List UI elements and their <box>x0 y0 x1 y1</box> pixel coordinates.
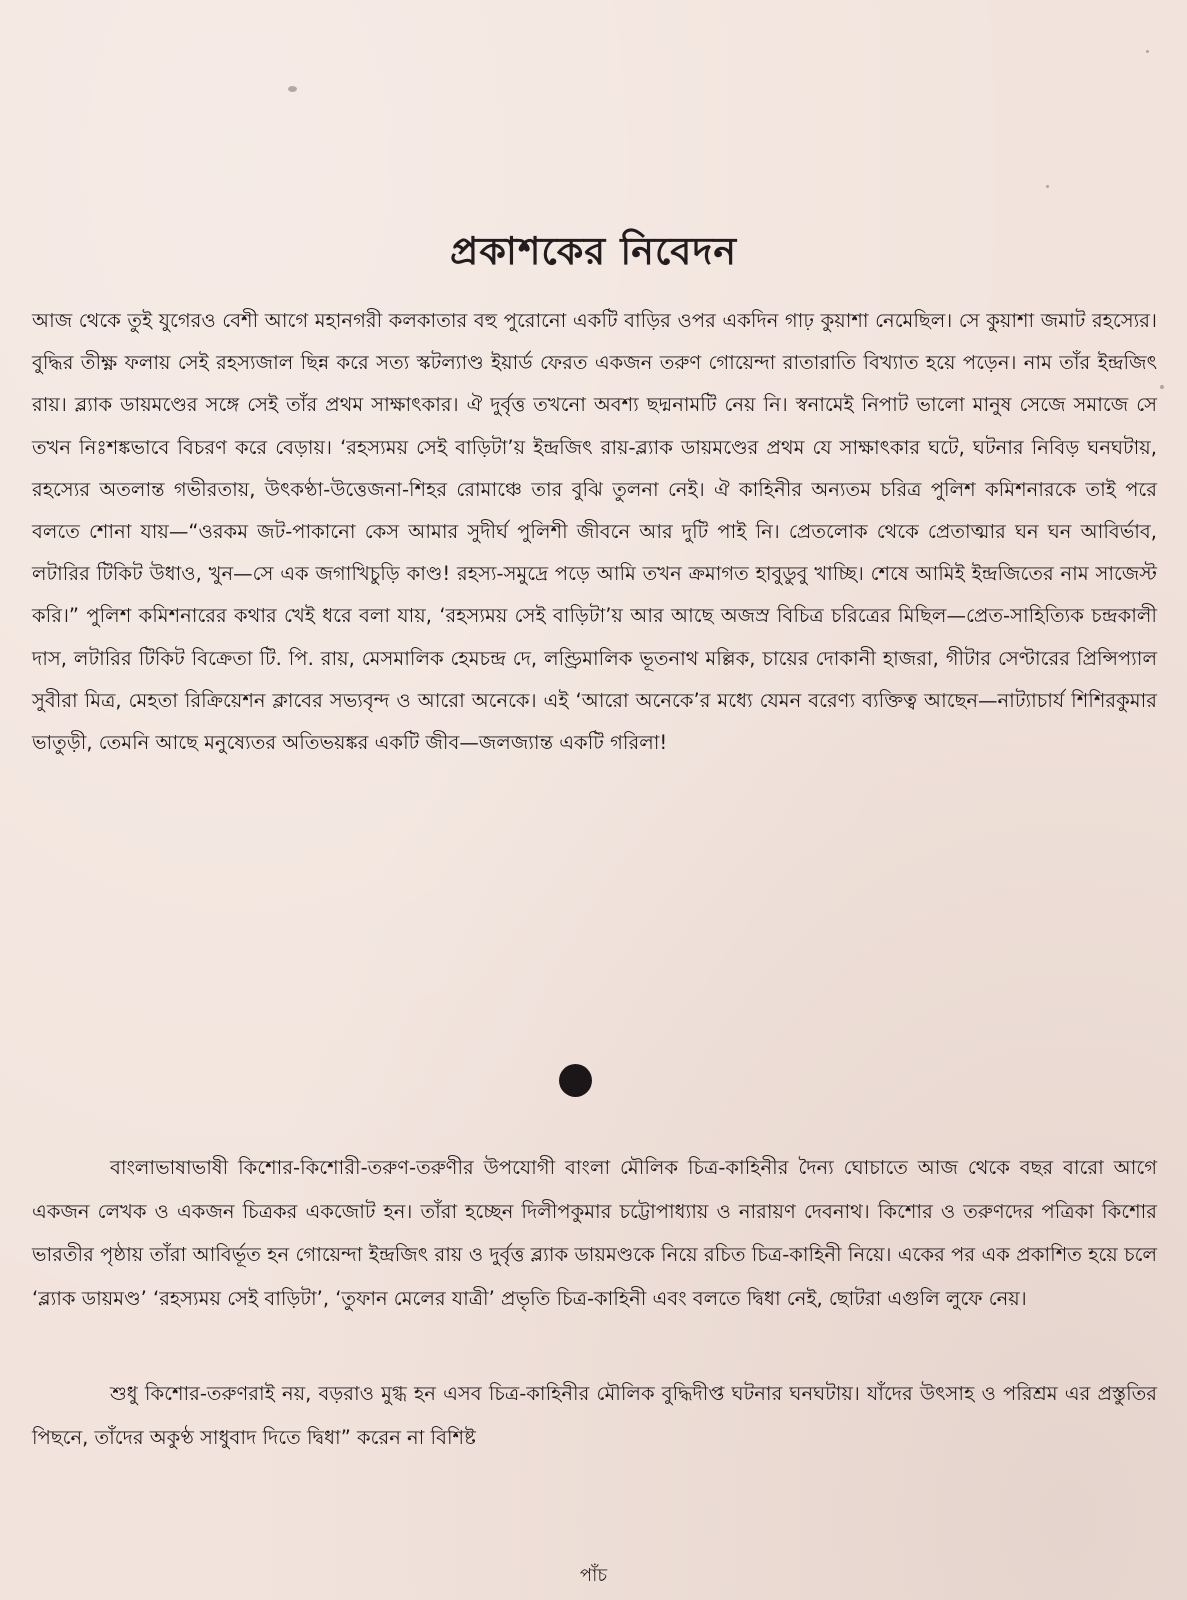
paper-speck <box>288 86 297 92</box>
section-divider-dot <box>559 1064 592 1097</box>
paragraph-1: আজ থেকে তুই যুগেরও বেশী আগে মহানগরী কলকাতার বহু পুরোনো একটি বাড়ির ওপর একদিন গাঢ় কুয়াশা নেমেছিল। সে কুয়াশা জমাট রহস্যের। বুদ্ধির তীক্ষ্ণ ফলায় সেই রহস্যজাল ছিন্ন করে সত্য স্কটল্যাণ্ড ইয়ার্ড ফেরত একজন তরুণ গোয়েন্দা রাতারাতি বিখ্যাত হয়ে পড়েন। নাম তাঁর ইন্দ্রজিৎ রায়। ব্ল্যাক ডায়মণ্ডের সঙ্গে সেই তাঁর প্রথম সাক্ষাৎকার। ঐ দুর্বৃত্ত তখনো অবশ্য ছদ্মনামটি নেয় নি। স্বনামেই নিপাট ভালো মানুষ সেজে সমাজে সে তখন নিঃশঙ্কভাবে বিচরণ করে বেড়ায়। ‘রহস্যময় সেই বাড়িটা’য় ইন্দ্রজিৎ রায়-ব্ল্যাক ডায়মণ্ডের প্রথম যে সাক্ষাৎকার ঘটে, ঘটনার নিবিড় ঘনঘটায়, রহস্যের অতলান্ত গভীরতায়, উৎকণ্ঠা-উত্তেজনা-শিহর রোমাঞ্চে তার বুঝি তুলনা নেই। ঐ কাহিনীর অন্যতম চরিত্র পুলিশ কমিশনারকে তাই পরে বলতে শোনা যায়—“ওরকম জট-পাকানো কেস আমার সুদীর্ঘ পুলিশী জীবনে আর দুটি পাই নি। প্রেতলোক থেকে প্রেতাত্মার ঘন ঘন আবির্ভাব, লটারির টিকিট উধাও, খুন—সে এক জগাখিচুড়ি কাণ্ড! রহস্য-সমুদ্রে পড়ে আমি তখন ক্রমাগত হাবুডুবু খাচ্ছি। শেষে আমিই ইন্দ্রজিতের নাম সাজেস্ট করি।” পুলিশ কমিশনারের কথার খেই ধরে বলা যায়, ‘রহস্যময় সেই বাড়িটা’য় আর আছে অজস্র বিচিত্র চরিত্রের মিছিল—প্রেত-সাহিত্যিক চন্দ্রকালী দাস, লটারির টিকিট বিক্রেতা টি. পি. রায়, মেসমালিক হেমচন্দ্র দে, লণ্ড্রিমালিক ভূতনাথ মল্লিক, চায়ের দোকানী হাজরা, গীটার সেণ্টারের প্রিন্সিপ্যাল সুবীরা মিত্র, মেহতা রিক্রিয়েশন ক্লাবের সভ্যবৃন্দ ও আরো অনেকে। এই ‘আরো অনেকে’র মধ্যে যেমন বরেণ্য ব্যক্তিত্ব আছেন—নাট্যাচার্য শিশিরকুমার ভাতুড়ী, তেমনি আছে মনুষ্যেতর অতিভয়ঙ্কর একটি জীব—জলজ্যান্ত একটি গরিলা! <box>32 309 1157 755</box>
paper-speck <box>1160 385 1164 389</box>
paper-speck <box>1046 185 1049 188</box>
page-title: প্রকাশকের নিবেদন <box>449 229 738 273</box>
paper-speck <box>1146 50 1149 53</box>
page-number: পাঁচ <box>579 1565 608 1586</box>
paragraph-3: শুধু কিশোর-তরুণরাই নয়, বড়রাও মুগ্ধ হন এসব চিত্র-কাহিনীর মৌলিক বুদ্ধিদীপ্ত ঘটনার ঘনঘটায়। যাঁদের উৎসাহ ও পরিশ্রম এর প্রস্তুতির পিছনে, তাঁদের অকুণ্ঠ সাধুবাদ দিতে দ্বিধা” করেন না বিশিষ্ট <box>32 1382 1157 1449</box>
paragraph-2: বাংলাভাষাভাষী কিশোর-কিশোরী-তরুণ-তরুণীর উপযোগী বাংলা মৌলিক চিত্র-কাহিনীর দৈন্য ঘোচাতে আজ থেকে বছর বারো আগে একজন লেখক ও একজন চিত্রকর একজোট হন। তাঁরা হচ্ছেন দিলীপকুমার চট্টোপাধ্যায় ও নারায়ণ দেবনাথ। কিশোর ও তরুণদের পত্রিকা কিশোর ভারতীর পৃষ্ঠায় তাঁরা আবির্ভূত হন গোয়েন্দা ইন্দ্রজিৎ রায় ও দুর্বৃত্ত ব্ল্যাক ডায়মণ্ডকে নিয়ে রচিত চিত্র-কাহিনী নিয়ে। একের পর এক প্রকাশিত হয়ে চলে ‘ব্ল্যাক ডায়মণ্ড’ ‘রহস্যময় সেই বাড়িটা’, ‘তুফান মেলের যাত্রী’ প্রভৃতি চিত্র-কাহিনী এবং বলতে দ্বিধা নেই, ছোটরা এগুলি লুফে নেয়। <box>32 1156 1157 1310</box>
